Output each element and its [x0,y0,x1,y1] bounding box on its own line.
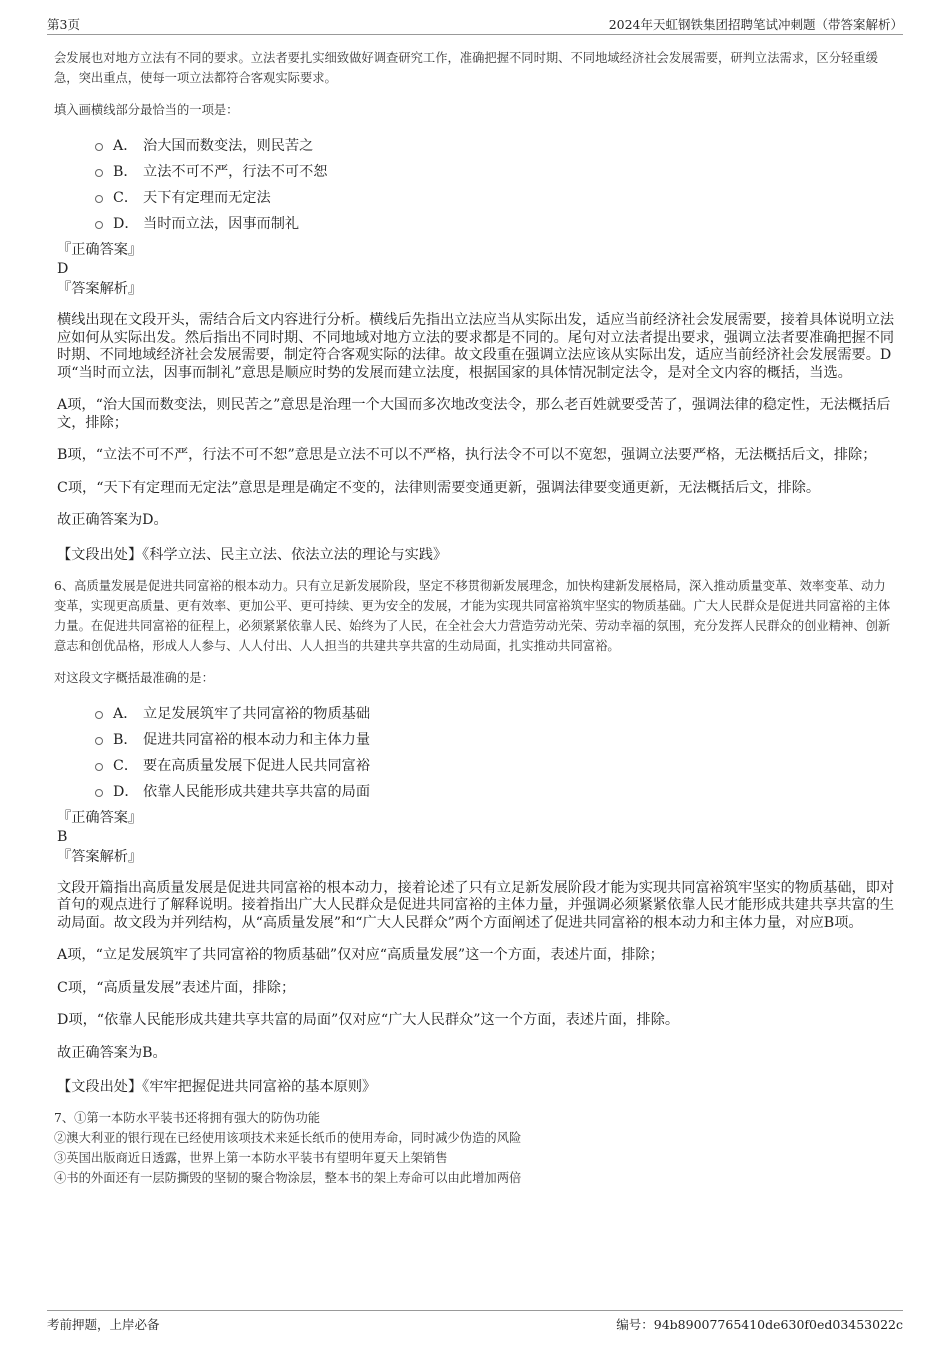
q5-passage-tail: 会发展也对地方立法有不同的要求。立法者要扎实细致做好调查研究工作，准确把握不同时期、不同地域经济社会发展需要，研判立法需求，区分轻重缓急，突出重点，使每一项立法都符合客观实际要求。 [54,51,878,85]
q5-analysis-c: C项，“天下有定理而无定法”意思是理是确定不变的，法律则需要变通更新，强调法律要变通更新，无法概括后文，排除。 [57,479,821,496]
q5-option-d[interactable]: D． 当时而立法，因事而制礼 [95,210,897,236]
q5-analysis-b: B项，“立法不可不严，行法不可不恕”意思是立法不可以不严格，执行法令不可以不宽恕，强调立法要严格，无法概括后文，排除； [57,447,877,463]
radio-icon[interactable] [95,143,103,151]
q7-line-4: ④书的外面还有一层防撕毁的坚韧的聚合物涂层，整本书的架上寿命可以由此增加两倍 [54,1171,522,1185]
radio-icon[interactable] [95,221,103,229]
q6-option-c[interactable]: C． 要在高质量发展下促进人民共同富裕 [95,752,897,778]
footer-code [616,1315,903,1333]
q6-analysis-label: 『答案解析』 [57,848,143,865]
radio-icon[interactable] [95,711,103,719]
q6-answer: B [57,828,68,845]
q5-answer-label: 『正确答案』 [57,242,143,258]
footer-code-label: 编号： [616,1317,654,1332]
q7-line-1: 7、①第一本防水平装书还将拥有强大的防伪功能 [54,1111,321,1125]
q7-line-3: ③英国出版商近日透露，世界上第一本防水平装书有望明年夏天上架销售 [54,1151,448,1165]
q5-analysis-label: 『答案解析』 [57,281,143,297]
q5-option-b[interactable]: B． 立法不可不严，行法不可不恕 [95,158,897,184]
page-content [54,44,897,1188]
page-header [47,12,903,35]
q7-sentences [54,1108,897,1188]
q5-source: 【文段出处】《科学立法、民主立法、依法立法的理论与实践》 [57,546,448,563]
q6-analysis-d: D项，“依靠人民能形成共建共享共富的局面”仅对应“广大人民群众”这一个方面，表述片面，排除。 [57,1012,680,1028]
q6-analysis-conclusion: 故正确答案为B。 [57,1044,167,1061]
radio-icon[interactable] [95,763,103,771]
q6-prompt: 对这段文字概括最准确的是： [54,670,214,685]
q6-analysis-a: A项，“立足发展筑牢了共同富裕的物质基础”仅对应“高质量发展”这一个方面，表述片面，排除； [57,947,664,963]
q5-prompt: 填入画横线部分最恰当的一项是： [54,103,239,117]
document-title: 2024年天虹钢铁集团招聘笔试冲刺题（带答案解析） [608,17,903,32]
page-number: 第3页 [47,17,80,32]
q5-analysis-main: 横线出现在文段开头，需结合后文内容进行分析。横线后先指出立法应当从实际出发，适应当前经济社会发展需要，接着具体说明立法应如何从实际出发。然后指出不同时期、不同地域对地方立法的要求都是不同的。尾句对立法者提出要求，强调立法者要准确把握不同时期、不同地域经济社会发展需要，制定符合客观实际的法律。故文段重在强调立法应该从实际出发，适应当前经济社会发展需要。D项“当时而立法，因事而制礼”意思是顺应时势的发展而建立法度，根据国家的具体情况制定法令，是对全文内容的概括，当选。 [57,312,895,381]
radio-icon[interactable] [95,169,103,177]
q6-source: 【文段出处】《牢牢把握促进共同富裕的基本原则》 [57,1079,377,1095]
q7-line-2: ②澳大利亚的银行现在已经使用该项技术来延长纸币的使用寿命，同时减少伪造的风险 [54,1131,522,1145]
q6-option-a[interactable]: A． 立足发展筑牢了共同富裕的物质基础 [95,700,897,726]
q6-answer-label: 『正确答案』 [57,809,143,826]
footer-slogan: 考前押题，上岸必备 [47,1317,160,1332]
footer-code-value: 94b89007765410de630f0ed03453022c [653,1317,903,1332]
page-footer [47,1310,903,1333]
q6-options [95,700,897,804]
q5-option-c[interactable]: C． 天下有定理而无定法 [95,184,897,210]
q5-option-a[interactable]: A． 治大国而数变法，则民苦之 [95,132,897,158]
q5-analysis-a: A项，“治大国而数变法，则民苦之”意思是治理一个大国而多次地改变法令，那么老百姓就要受苦了，强调法律的稳定性，无法概括后文，排除； [57,397,891,431]
q5-answer: D [57,261,69,277]
q6-option-b[interactable]: B． 促进共同富裕的根本动力和主体力量 [95,726,897,752]
q6-analysis-c: C项，“高质量发展”表述片面，排除； [57,979,296,996]
q5-analysis-conclusion: 故正确答案为D。 [57,512,168,528]
radio-icon[interactable] [95,737,103,745]
q6-option-d[interactable]: D． 依靠人民能形成共建共享共富的局面 [95,778,897,804]
q6-passage: 6、高质量发展是促进共同富裕的根本动力。只有立足新发展阶段，坚定不移贯彻新发展理念，加快构建新发展格局，深入推动质量变革、效率变革、动力变革，实现更高质量、更有效率、更加公平、更可持续、更为安全的发展，才能为实现共同富裕筑牢坚实的物质基础。广大人民群众是促进共同富裕的主体力量。在促进共同富裕的征程上，必须紧紧依靠人民、始终为了人民，在全社会大力营造劳动光荣、劳动幸福的氛围，充分发挥人民群众的创业精神、创新意志和创优品格，形成人人参与、人人付出、人人担当的共建共享共富的生动局面，扎实推动共同富裕。 [54,578,891,653]
radio-icon[interactable] [95,789,103,797]
radio-icon[interactable] [95,195,103,203]
q6-analysis-main: 文段开篇指出高质量发展是促进共同富裕的根本动力，接着论述了只有立足新发展阶段才能为实现共同富裕筑牢坚实的物质基础，即对首句的观点进行了解释说明。接着指出广大人民群众是促进共同富裕的主体力量，并强调必须紧紧依靠人民才能形成共建共享共富的生动局面。故文段为并列结构，从“高质量发展”和“广大人民群众”两个方面阐述了促进共同富裕的根本动力和主体力量，对应B项。 [57,879,895,931]
q5-options [95,132,897,236]
